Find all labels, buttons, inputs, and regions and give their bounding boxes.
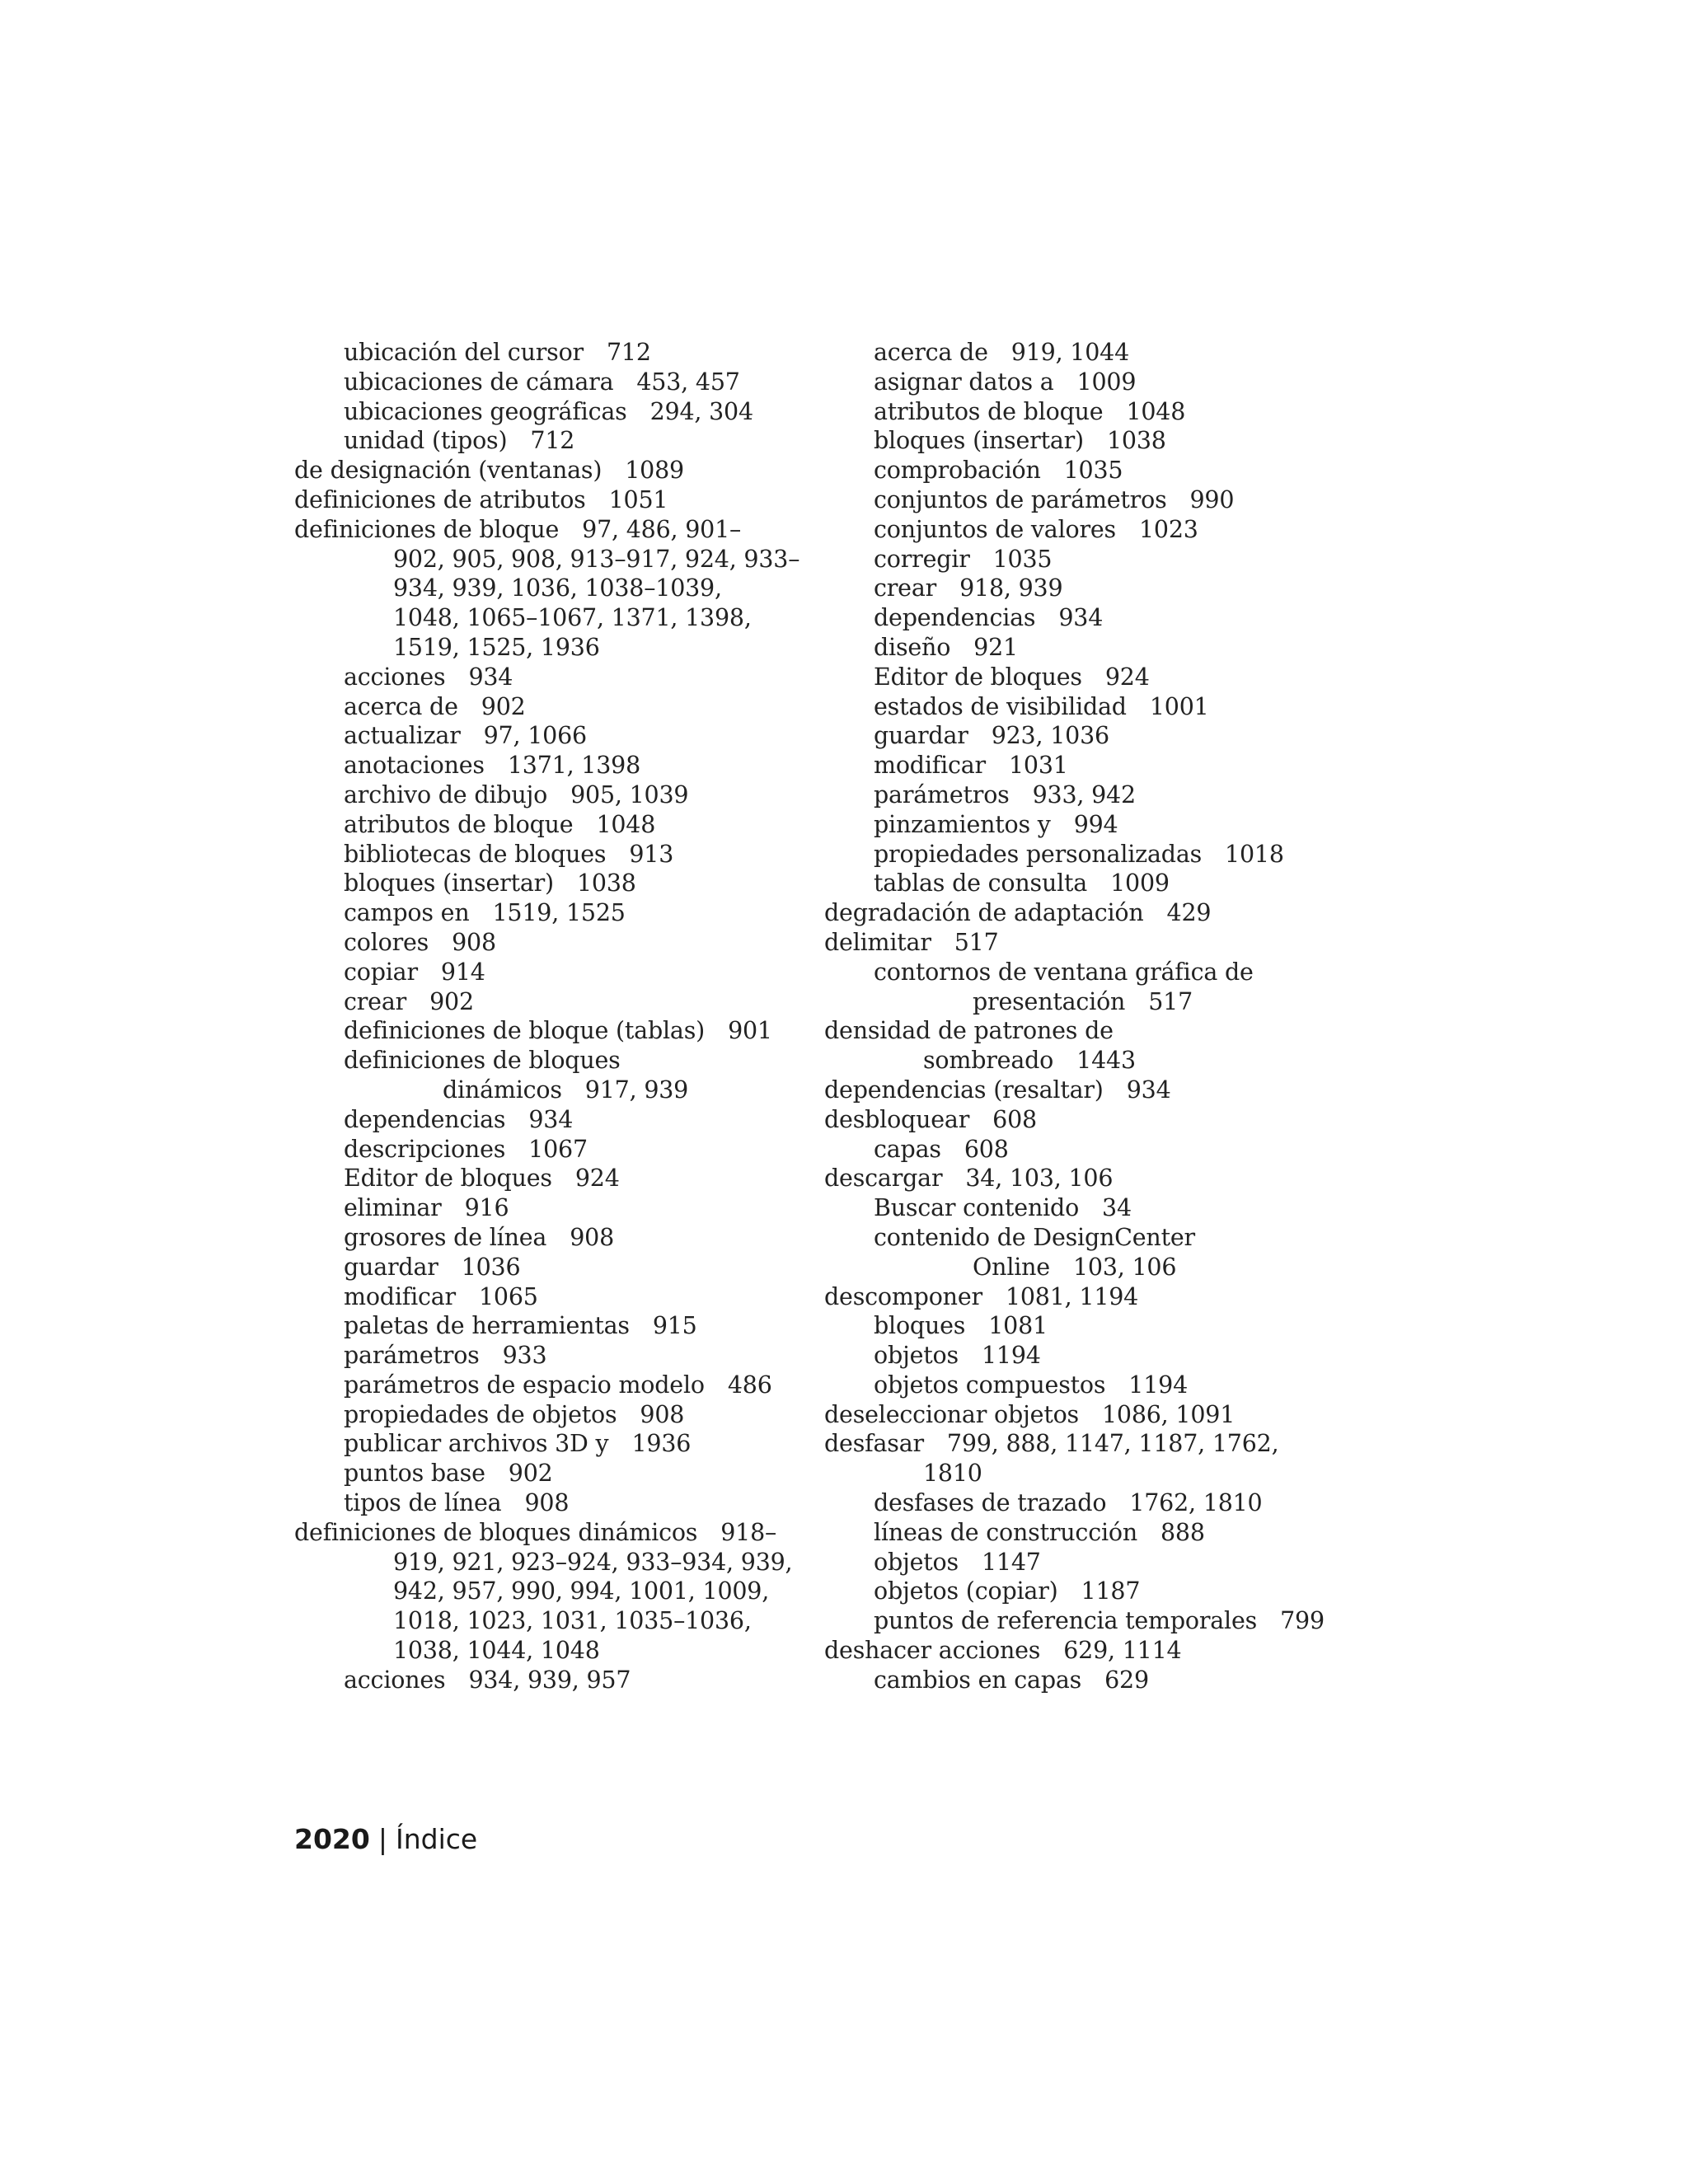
index-entry <box>294 810 822 840</box>
index-entry <box>294 1193 822 1223</box>
index-entry <box>294 987 822 1017</box>
index-page-refs: 908 <box>640 1400 685 1428</box>
index-term: copiar <box>344 958 418 986</box>
index-page-refs: 517 <box>954 928 999 956</box>
index-term: 934, 939, 1036, 1038–1039, <box>393 574 722 602</box>
index-entry <box>824 1577 1352 1606</box>
index-page-refs: 990 <box>1189 485 1235 513</box>
index-page-refs: 1031 <box>1008 752 1068 780</box>
index-page-refs: 902 <box>481 692 526 720</box>
index-term: líneas de construcción <box>874 1518 1137 1546</box>
index-entry <box>824 958 1352 987</box>
index-entry <box>824 485 1352 515</box>
index-entry <box>294 692 822 722</box>
index-entry <box>824 515 1352 545</box>
index-entry <box>294 840 822 869</box>
index-term: definiciones de bloque (tablas) <box>344 1017 706 1045</box>
index-entry <box>294 928 822 958</box>
index-term: 1038, 1044, 1048 <box>393 1637 600 1665</box>
index-page-refs: 34 <box>1102 1194 1132 1222</box>
index-term: bloques <box>874 1312 966 1340</box>
index-page-refs: 34, 103, 106 <box>965 1165 1114 1193</box>
index-entry <box>294 1636 822 1666</box>
index-entry <box>294 338 822 368</box>
index-term: publicar archivos 3D y <box>344 1430 609 1458</box>
index-term: Editor de bloques <box>874 663 1082 691</box>
index-term: contenido de DesignCenter <box>874 1223 1195 1251</box>
index-entry <box>294 1400 822 1430</box>
index-page-refs: 1067 <box>528 1135 588 1163</box>
index-page-refs: 918, 939 <box>959 574 1063 602</box>
index-term: bibliotecas de bloques <box>344 840 607 868</box>
index-page-refs: 908 <box>570 1223 615 1251</box>
index-entry <box>824 1429 1352 1459</box>
index-term: 1048, 1065–1067, 1371, 1398, <box>393 604 752 632</box>
index-entry <box>824 1223 1352 1253</box>
index-page-refs: 608 <box>992 1105 1037 1133</box>
index-page-refs: 1065 <box>478 1282 538 1310</box>
index-entry <box>824 1135 1352 1165</box>
index-entry <box>294 1164 822 1193</box>
index-term: dependencias <box>874 604 1036 632</box>
index-term: modificar <box>344 1282 456 1310</box>
index-entry <box>824 840 1352 869</box>
index-page-refs: 1089 <box>625 457 684 485</box>
section-title: Índice <box>395 1823 478 1855</box>
index-term: ubicaciones geográficas <box>344 397 627 425</box>
index-term: densidad de patrones de <box>824 1017 1114 1045</box>
index-entry <box>294 1459 822 1488</box>
index-entry <box>294 751 822 780</box>
index-entry <box>824 987 1352 1017</box>
index-entry <box>824 426 1352 456</box>
index-term: descripciones <box>344 1135 506 1163</box>
index-entry <box>824 1193 1352 1223</box>
index-page-refs: 1001 <box>1149 692 1209 720</box>
index-page-refs: 799, 888, 1147, 1187, 1762, <box>946 1430 1279 1458</box>
index-page-refs: 994 <box>1073 810 1118 838</box>
index-term: pinzamientos y <box>874 810 1051 838</box>
index-term: objetos <box>874 1548 959 1576</box>
index-entry <box>824 928 1352 958</box>
index-entry <box>294 633 822 663</box>
index-entry <box>294 1548 822 1577</box>
index-entry <box>294 1371 822 1400</box>
index-term: 1810 <box>923 1460 982 1488</box>
index-entry <box>294 1076 822 1105</box>
index-term: dinámicos <box>443 1076 562 1104</box>
index-term: tipos de línea <box>344 1489 502 1517</box>
index-page-refs: 294, 304 <box>649 397 753 425</box>
index-term: deseleccionar objetos <box>824 1400 1079 1428</box>
index-page-refs: 1009 <box>1110 869 1170 898</box>
index-entry <box>824 1488 1352 1518</box>
index-entry <box>294 1429 822 1459</box>
index-term: atributos de bloque <box>344 810 574 838</box>
index-term: 919, 921, 923–924, 933–934, 939, <box>393 1548 793 1576</box>
index-term: sombreado <box>923 1047 1054 1075</box>
index-entry <box>294 1282 822 1312</box>
index-term: bloques (insertar) <box>874 427 1084 455</box>
index-term: Buscar contenido <box>874 1194 1080 1222</box>
index-entry <box>824 1400 1352 1430</box>
index-entry <box>294 780 822 810</box>
index-term: conjuntos de parámetros <box>874 485 1167 513</box>
index-page-refs: 1048 <box>1126 397 1186 425</box>
index-term: desfasar <box>824 1430 924 1458</box>
index-entry <box>824 633 1352 663</box>
index-page-refs: 1038 <box>1106 427 1166 455</box>
index-term: colores <box>344 928 429 956</box>
index-entry <box>294 1016 822 1046</box>
index-page-refs: 629, 1114 <box>1063 1637 1182 1665</box>
index-term: acciones <box>344 663 446 691</box>
index-term: dependencias <box>344 1105 506 1133</box>
index-entry <box>824 1311 1352 1341</box>
index-page-refs: 923, 1036 <box>991 722 1109 750</box>
index-page-refs: 486 <box>727 1371 772 1399</box>
index-term: definiciones de bloque <box>294 515 560 543</box>
index-page-refs: 924 <box>574 1165 620 1193</box>
index-term: guardar <box>344 1253 438 1281</box>
index-term: ubicaciones de cámara <box>344 368 614 396</box>
index-page-refs: 914 <box>440 958 485 986</box>
index-entry <box>824 1371 1352 1400</box>
index-entry <box>824 1459 1352 1488</box>
index-page-refs: 934 <box>1058 604 1104 632</box>
index-entry <box>824 1076 1352 1105</box>
index-page-refs: 1018 <box>1225 840 1284 868</box>
index-page-refs: 915 <box>652 1312 697 1340</box>
index-entry <box>824 1253 1352 1282</box>
index-page-refs: 933, 942 <box>1032 780 1136 808</box>
index-page-refs: 921 <box>973 633 1018 661</box>
index-page-refs: 712 <box>530 427 575 455</box>
index-entry <box>294 663 822 692</box>
index-term: dependencias (resaltar) <box>824 1076 1104 1104</box>
index-term: 902, 905, 908, 913–917, 924, 933– <box>393 545 800 573</box>
index-page-refs: 429 <box>1166 899 1212 927</box>
index-term: conjuntos de valores <box>874 515 1116 543</box>
index-page-refs: 933 <box>502 1342 547 1370</box>
index-page-refs: 934 <box>1126 1076 1171 1104</box>
index-term: Editor de bloques <box>344 1165 552 1193</box>
index-term: archivo de dibujo <box>344 780 548 808</box>
index-entry <box>294 721 822 751</box>
index-entry <box>824 545 1352 574</box>
index-entry <box>824 368 1352 397</box>
index-entry <box>294 456 822 485</box>
index-term: objetos <box>874 1342 959 1370</box>
index-term: eliminar <box>344 1194 442 1222</box>
index-page-refs: 1009 <box>1076 368 1137 396</box>
index-page-refs: 901 <box>728 1017 772 1045</box>
index-entry <box>824 1105 1352 1135</box>
index-term: puntos de referencia temporales <box>874 1607 1258 1635</box>
index-page-refs: 905, 1039 <box>570 780 689 808</box>
index-entry <box>294 1606 822 1636</box>
index-term: acerca de <box>874 339 988 366</box>
index-page-refs: 1443 <box>1076 1047 1136 1075</box>
index-page-refs: 517 <box>1148 987 1193 1015</box>
index-entry <box>824 456 1352 485</box>
index-entry <box>294 397 822 427</box>
index-term: parámetros <box>874 780 1010 808</box>
index-term: desfases de trazado <box>874 1489 1107 1517</box>
index-entry <box>824 1046 1352 1076</box>
index-term: 942, 957, 990, 994, 1001, 1009, <box>393 1577 770 1605</box>
index-page-refs: 919, 1044 <box>1010 339 1130 366</box>
index-page-refs: 453, 457 <box>636 368 740 396</box>
index-page-refs: 888 <box>1160 1518 1205 1546</box>
index-page-refs: 712 <box>606 339 651 366</box>
index-term: 1519, 1525, 1936 <box>393 633 600 661</box>
index-entry <box>294 958 822 987</box>
index-term: de designación (ventanas) <box>294 457 603 485</box>
index-entry <box>294 1577 822 1606</box>
index-page-refs: 1519, 1525 <box>492 899 626 927</box>
index-term: modificar <box>874 752 986 780</box>
index-page-refs: 1194 <box>1128 1371 1189 1399</box>
index-term: capas <box>874 1135 941 1163</box>
index-page-refs: 1147 <box>981 1548 1041 1576</box>
footer-separator: | <box>377 1823 387 1855</box>
index-term: presentación <box>973 987 1126 1015</box>
index-entry <box>824 1518 1352 1548</box>
index-page-refs: 924 <box>1104 663 1150 691</box>
index-page-refs: 1023 <box>1138 515 1198 543</box>
index-page-refs: 1762, 1810 <box>1129 1489 1263 1517</box>
index-term: grosores de línea <box>344 1223 547 1251</box>
index-term: asignar datos a <box>874 368 1054 396</box>
page-footer <box>294 1823 477 1855</box>
index-entry <box>824 1636 1352 1666</box>
index-entry <box>294 1311 822 1341</box>
index-term: anotaciones <box>344 752 485 780</box>
index-entry <box>294 1046 822 1076</box>
index-term: crear <box>344 987 407 1015</box>
index-term: contornos de ventana gráfica de <box>874 958 1254 986</box>
index-page-refs: 97, 1066 <box>483 722 587 750</box>
index-page-refs: 97, 486, 901– <box>582 515 742 543</box>
index-entry <box>294 603 822 633</box>
index-term: propiedades personalizadas <box>874 840 1203 868</box>
page-number: 2020 <box>294 1823 370 1855</box>
index-term: actualizar <box>344 722 461 750</box>
index-page-refs: 1051 <box>608 485 668 513</box>
index-term: cambios en capas <box>874 1666 1082 1694</box>
index-page-refs: 1371, 1398 <box>507 752 641 780</box>
index-entry <box>294 515 822 545</box>
index-term: Online <box>973 1253 1050 1281</box>
index-entry <box>294 1488 822 1518</box>
index-page-refs: 1036 <box>461 1253 521 1281</box>
index-term: diseño <box>874 633 951 661</box>
index-term: paletas de herramientas <box>344 1312 630 1340</box>
index-term: bloques (insertar) <box>344 869 554 898</box>
index-term: puntos base <box>344 1460 485 1488</box>
index-entry <box>294 1135 822 1165</box>
index-term: definiciones de bloques dinámicos <box>294 1518 698 1546</box>
index-page-refs: 1038 <box>576 869 636 898</box>
index-column-left <box>294 338 822 1695</box>
index-page-refs: 908 <box>452 928 496 956</box>
index-entry <box>294 898 822 928</box>
index-term: estados de visibilidad <box>874 692 1127 720</box>
index-entry <box>824 1606 1352 1636</box>
index-page-refs: 799 <box>1280 1607 1325 1635</box>
index-term: deshacer acciones <box>824 1637 1041 1665</box>
index-term: delimitar <box>824 928 931 956</box>
index-term: definiciones de bloques <box>344 1047 621 1075</box>
index-term: acerca de <box>344 692 458 720</box>
index-term: unidad (tipos) <box>344 427 508 455</box>
index-entry <box>824 1282 1352 1312</box>
index-page-refs: 103, 106 <box>1072 1253 1177 1281</box>
index-page-refs: 1035 <box>1063 457 1123 485</box>
index-entry <box>824 663 1352 692</box>
index-term: acciones <box>344 1666 446 1694</box>
index-entry <box>824 898 1352 928</box>
index-term: parámetros <box>344 1342 480 1370</box>
index-page-refs: 913 <box>629 840 674 868</box>
index-entry <box>824 603 1352 633</box>
index-page-refs: 934 <box>528 1105 574 1133</box>
index-term: comprobación <box>874 457 1041 485</box>
index-entry <box>824 397 1352 427</box>
index-term: 1018, 1023, 1031, 1035–1036, <box>393 1607 752 1635</box>
index-page-refs: 608 <box>964 1135 1009 1163</box>
index-entry <box>824 1016 1352 1046</box>
index-page-refs: 1187 <box>1081 1577 1141 1605</box>
index-entry <box>294 426 822 456</box>
index-term: descargar <box>824 1165 943 1193</box>
index-entry <box>824 1341 1352 1371</box>
index-entry <box>294 1518 822 1548</box>
index-entry <box>294 485 822 515</box>
index-entry <box>294 1666 822 1695</box>
index-entry <box>824 692 1352 722</box>
index-term: corregir <box>874 545 970 573</box>
index-page-refs: 629 <box>1104 1666 1149 1694</box>
index-term: campos en <box>344 899 470 927</box>
index-entry <box>824 1548 1352 1577</box>
index-entry <box>294 1105 822 1135</box>
index-term: parámetros de espacio modelo <box>344 1371 705 1399</box>
index-entry <box>824 780 1352 810</box>
index-entry <box>824 338 1352 368</box>
index-entry <box>294 1223 822 1253</box>
index-page-refs: 918– <box>720 1518 777 1546</box>
index-entry <box>294 368 822 397</box>
index-entry <box>824 1666 1352 1695</box>
index-term: crear <box>874 574 937 602</box>
index-term: objetos compuestos <box>874 1371 1106 1399</box>
index-entry <box>824 721 1352 751</box>
index-term: desbloquear <box>824 1105 970 1133</box>
index-entry <box>294 574 822 603</box>
index-entry <box>824 751 1352 780</box>
index-term: propiedades de objetos <box>344 1400 617 1428</box>
index-column-right <box>824 338 1352 1695</box>
index-entry <box>294 1341 822 1371</box>
index-entry <box>294 1253 822 1282</box>
index-term: descomponer <box>824 1282 982 1310</box>
index-page-refs: 1194 <box>981 1342 1041 1370</box>
index-term: ubicación del cursor <box>344 339 584 366</box>
index-page-refs: 934 <box>468 663 513 691</box>
index-term: objetos (copiar) <box>874 1577 1058 1605</box>
index-term: degradación de adaptación <box>824 899 1144 927</box>
index-page-refs: 902 <box>429 987 474 1015</box>
index-page-refs: 1048 <box>596 810 656 838</box>
index-entry <box>824 1164 1352 1193</box>
index-entry <box>824 810 1352 840</box>
index-page-refs: 934, 939, 957 <box>468 1666 631 1694</box>
index-term: guardar <box>874 722 968 750</box>
index-term: tablas de consulta <box>874 869 1088 898</box>
index-page-refs: 1086, 1091 <box>1101 1400 1236 1428</box>
index-term: atributos de bloque <box>874 397 1104 425</box>
index-page-refs: 1936 <box>631 1430 692 1458</box>
index-page-refs: 908 <box>524 1489 570 1517</box>
index-page-refs: 1035 <box>992 545 1053 573</box>
index-entry <box>824 574 1352 603</box>
index-page-refs: 1081, 1194 <box>1005 1282 1139 1310</box>
index-page-refs: 902 <box>508 1460 553 1488</box>
index-entry <box>294 869 822 898</box>
index-entry <box>824 869 1352 898</box>
index-entry <box>294 545 822 574</box>
index-page-refs: 1081 <box>988 1312 1048 1340</box>
index-page-refs: 916 <box>464 1194 509 1222</box>
index-page-refs: 917, 939 <box>584 1076 689 1104</box>
index-term: definiciones de atributos <box>294 485 586 513</box>
